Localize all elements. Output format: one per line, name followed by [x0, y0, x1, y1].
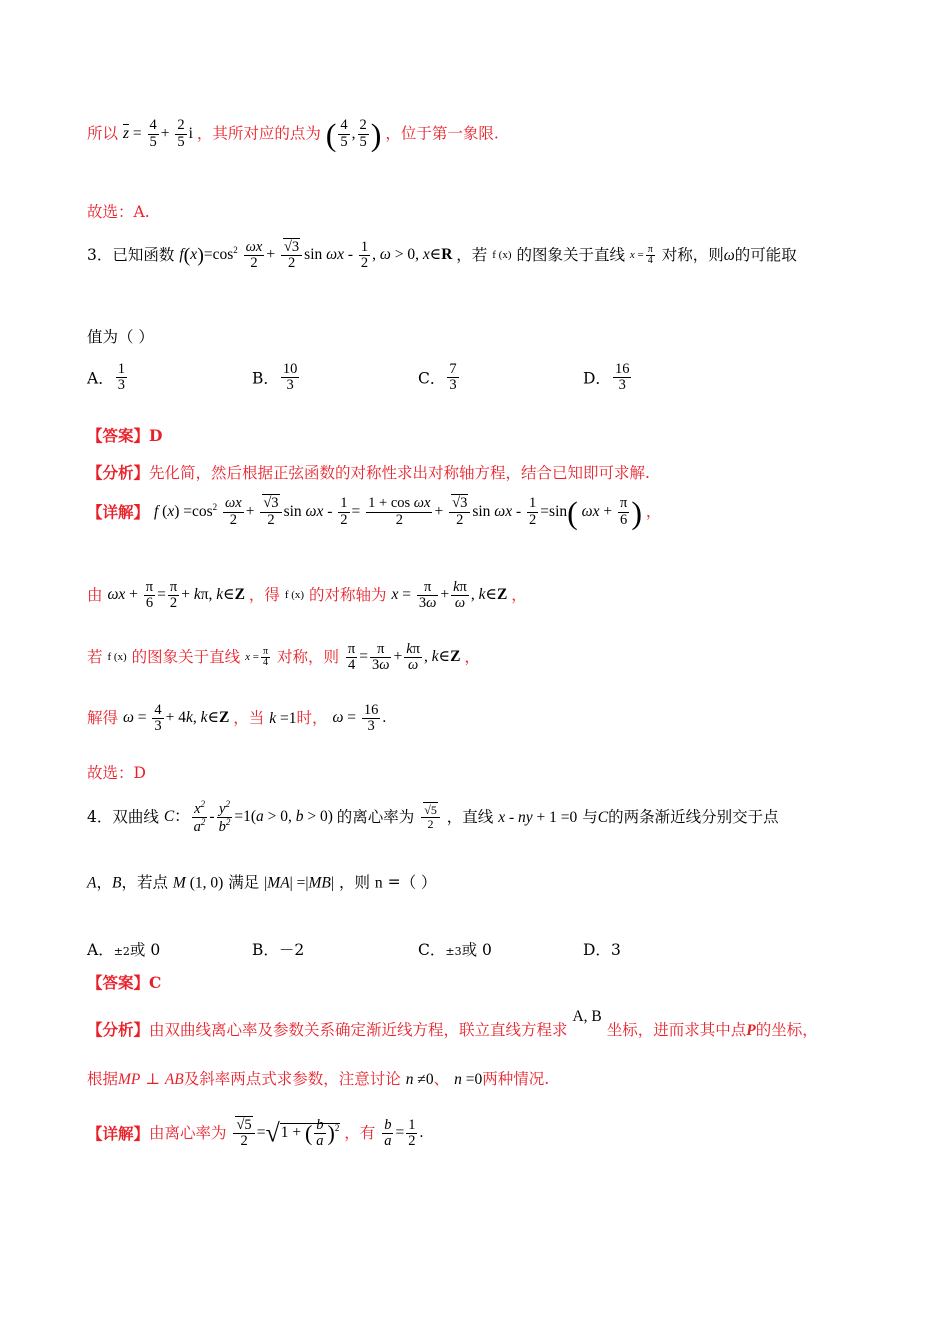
math-ba: $\frac{b}{a}$ = $\frac{1}{2}$ .	[384, 1117, 424, 1150]
q3-analysis	[87, 465, 650, 482]
analysis-text: 由双曲线离心率及参数关系确定渐近线方程，联立直线方程求	[149, 1021, 568, 1039]
q3-graph-text: 的图象关于直线	[516, 245, 625, 264]
q3-possible: 的可能取	[734, 245, 797, 264]
q4-ma-mb: |MA| =|MB|	[264, 874, 334, 892]
q3-option-c[interactable]	[418, 362, 461, 393]
option-text: －2	[278, 941, 305, 959]
option-text: 3	[610, 941, 621, 959]
math-axis: x = $\frac{\pi}{3\omega}$ + $\frac{k\pi}{\omega}$ , k∈Z	[391, 579, 508, 612]
q3-choose: 故选：D	[87, 764, 146, 782]
analysis-tag: 【分析】	[87, 1020, 150, 1039]
q4-analysis-1	[87, 1008, 818, 1039]
q3-function: $f(x)=\cos^2$ $\frac{\omega x}{2}$ + $\frac{√3}{2}$ sin ωx - $\frac{1}{2}$ , ω > 0, x∈R	[179, 239, 453, 272]
math-fx: f (x)	[107, 651, 127, 664]
analysis-tag: 【分析】	[87, 463, 150, 482]
math-omega-value: ω = $\frac{16}{3}$ .	[332, 702, 387, 735]
q4-option-b[interactable]	[252, 938, 304, 960]
option-text: ±2	[113, 945, 130, 958]
q4-asymptotes: 的两条渐近线分别交于点	[608, 807, 779, 826]
detail-tag: 【详解】	[87, 1123, 150, 1143]
q3-line-eq: x = $\frac{\pi}{4}$	[629, 243, 653, 267]
math-k1: k =1	[269, 709, 297, 727]
q3-stem	[87, 240, 797, 271]
q3-detail-math: f $(x) =\cos^2$ $\frac{\omega x}{2}$ + $\frac{√3}{2}$ sin ωx - $\frac{1}{2}$ = $\frac{\text{1 + cos ωx}}{2}$ + $\frac{√3}{2}$ sin ωx - $\frac{1}{2}$ =sin( ωx + $\frac{\pi}{6}$ )	[153, 494, 642, 530]
detail-tag: 【详解】	[87, 502, 150, 522]
q3-fx: f (x)	[492, 249, 512, 262]
q3-option-b[interactable]	[252, 362, 301, 393]
option-frac: $\frac{16}{3}$	[614, 361, 630, 394]
math-zbar: $\overline{z}$ = $\frac{4}{5}$ + $\frac{2}{5}$ i	[122, 117, 197, 150]
math-fx: f (x)	[284, 589, 305, 602]
choose-a: 故选：A.	[87, 203, 150, 221]
analysis-text-c: 的坐标，	[755, 1021, 818, 1039]
text-solve: 解得	[87, 708, 119, 727]
math-mp-ab: MP	[118, 1071, 141, 1088]
option-frac: $\frac{7}{3}$	[449, 361, 457, 394]
text-graph-about: 的图象关于直线	[131, 647, 241, 666]
option-label: A．	[87, 941, 114, 959]
option-label: C．	[418, 369, 446, 388]
q4-if-point: ，若点	[121, 873, 168, 892]
q4-option-a[interactable]	[87, 938, 160, 960]
math-n-neq0: n ≠0	[405, 1071, 434, 1088]
text-have: ，有	[344, 1123, 376, 1142]
math-p: P	[746, 1022, 756, 1039]
analysis-text-b: 及斜率两点式求参数，注意讨论	[183, 1070, 401, 1088]
text-suoyi: 所以	[87, 124, 119, 143]
q4-stem-cont: A，B，若点 M (1, 0) 满足 |MA| =|MB| ，则 n =（ ）	[87, 873, 437, 892]
q4-option-d[interactable]	[583, 938, 621, 960]
q4-with: 与	[582, 807, 598, 826]
q4-then: ，则	[338, 873, 370, 892]
option-label: D．	[583, 941, 611, 959]
option-frac: $\frac{10}{3}$	[282, 361, 298, 394]
q4-number: 4．双曲线	[87, 807, 159, 826]
q4-detail	[87, 1118, 423, 1149]
text-ruo: 若	[87, 647, 103, 666]
option-text: ±3	[445, 945, 462, 958]
q4-ecc-text: 的离心率为	[336, 807, 415, 826]
q4-answer: 【答案】C	[87, 973, 162, 992]
q4-line-text: ，直线	[446, 807, 494, 826]
q3-omega: ω	[723, 246, 735, 264]
option-label: C．	[418, 941, 446, 959]
q4-paren: （ ）	[400, 873, 437, 892]
text-de: ，得	[248, 585, 280, 604]
detail-text: 由离心率为	[149, 1123, 227, 1142]
option-label: B．	[252, 369, 279, 388]
q4-hyperbola: C： $\frac{x^2}{a^2}$ - $\frac{y^2}{b^2}$ =1(a > 0, b > 0)	[163, 799, 337, 835]
q4-n: n	[374, 874, 383, 892]
text-you: 由	[87, 585, 103, 604]
q3-sym-line: 若 f (x) 的图象关于直线 x = $\frac{\pi}{4}$ 对称，则 $\frac{\pi}{4}$ = $\frac{\pi}{3\omega}$ + $\frac{k\pi}{\omega}$ , k∈Z ，	[87, 641, 480, 674]
text-when: ，当	[233, 708, 265, 727]
q3-detail: 【详解】 f $(x) =\cos^2$ $\frac{\omega x}{2}$ + $\frac{√3}{2}$ sin ωx - $\frac{1}{2}$ = $\frac{\text{1 + cos ωx}}{2}$ + $\frac{√3}{2}$ sin ωx - $\frac{1}{2}$ =sin( ωx + $\frac{\pi}{6}$ ) ，	[87, 494, 662, 530]
text-first-quadrant: ，位于第一象限.	[385, 124, 499, 143]
analysis-text-a: 根据	[87, 1070, 119, 1088]
q4-c: C	[597, 808, 609, 826]
q3-solve-line	[87, 703, 386, 734]
q4-ecc-value: $\frac{√5}{2}$	[419, 808, 442, 825]
q3-option-d[interactable]	[583, 362, 633, 393]
q4-satisfy: 满足	[228, 873, 260, 892]
math-ecc: $\frac{√5}{2}$ =√1 + ( $\frac{b}{a}$ )$^2$	[231, 1124, 344, 1141]
math-axis-condition: ωx + $\frac{\pi}{6}$ = $\frac{\pi}{2}$ + kπ, k∈Z	[107, 579, 245, 612]
q4-option-c[interactable]	[418, 938, 492, 960]
option-suffix: 或 0	[129, 941, 161, 959]
solution-line-conjugate	[87, 118, 499, 150]
analysis-text: 先化简，然后根据正弦函数的对称性求出对称轴方程，结合已知即可求解.	[149, 464, 650, 482]
math-n-eq0: n =0	[454, 1071, 483, 1088]
math-sym-eq: $\frac{\pi}{4}$ = $\frac{\pi}{3\omega}$ + $\frac{k\pi}{\omega}$ , k∈Z	[347, 641, 461, 674]
analysis-text-d: 两种情况.	[482, 1070, 550, 1088]
q3-symmetric: 对称，则	[661, 245, 724, 264]
option-label: B．	[252, 941, 279, 959]
text-axis: 的对称轴为	[309, 585, 387, 604]
q3-answer: 【答案】D	[87, 426, 163, 445]
analysis-text-c: 、	[433, 1070, 450, 1088]
option-frac: $\frac{1}{3}$	[117, 361, 125, 394]
analysis-text-b: 坐标，进而求其中点	[606, 1021, 747, 1039]
text-sym-then: 对称，则	[276, 647, 339, 666]
q3-axis-line: 由 ωx + $\frac{\pi}{6}$ = $\frac{\pi}{2}$ + kπ, k∈Z ，得 f (x) 的对称轴为 x = $\frac{\pi}{3\omega}$ + $\frac{k\pi}{\omega}$ , k∈Z ，	[87, 579, 527, 612]
math-ab: A, B	[572, 1008, 602, 1025]
q4-ab: A	[87, 874, 97, 892]
math-omega: ω = $\frac{4}{3}$ + 4k, k∈Z	[122, 702, 230, 735]
q4-line-eq: x - ny + 1 =0	[498, 808, 578, 826]
q3-ruo: ，若	[456, 245, 488, 264]
q3-option-a[interactable]	[87, 362, 129, 393]
text-when2: 时，	[296, 708, 328, 727]
math-point: ( $\frac{4}{5}$ , $\frac{2}{5}$ )	[325, 116, 382, 152]
option-label: A．	[87, 369, 114, 388]
q3-number: 3．已知函数	[87, 245, 175, 264]
option-label: D．	[583, 369, 611, 388]
math-line: x = $\frac{\pi}{4}$	[245, 645, 269, 669]
text-point-corresponding: ，其所对应的点为	[196, 124, 321, 143]
option-suffix: 或 0	[461, 941, 492, 959]
q3-stem-cont: 值为（ ）	[87, 328, 154, 346]
q4-analysis-2: 根据MP ⊥ AB及斜率两点式求参数，注意讨论 n ≠0、 n =0两种情况.	[87, 1070, 550, 1088]
q4-stem	[87, 800, 779, 835]
q4-point-m: M (1, 0)	[172, 874, 224, 892]
